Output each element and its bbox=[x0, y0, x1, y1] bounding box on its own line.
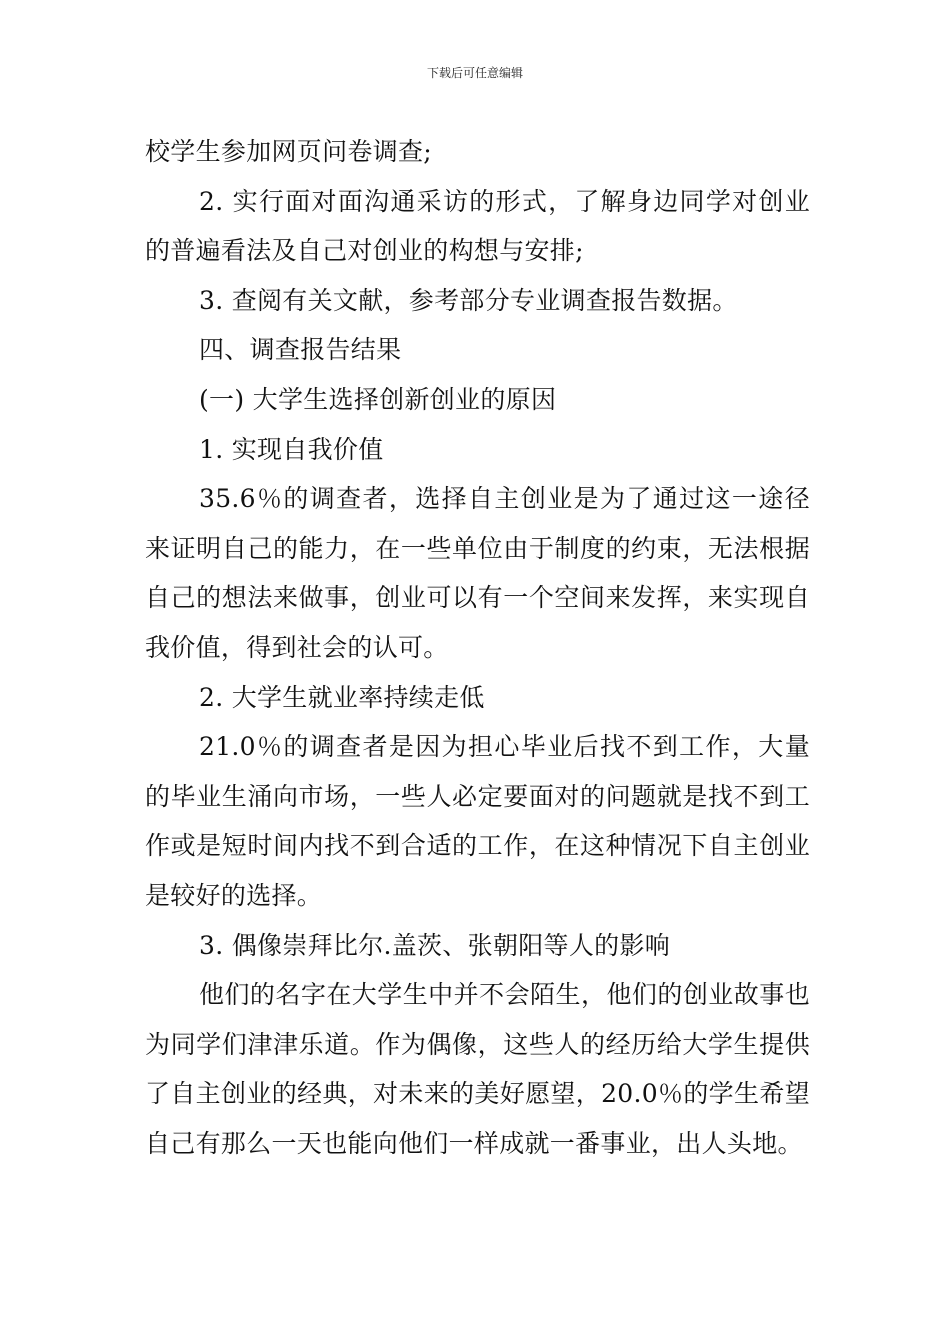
item-heading-3: 3. 偶像崇拜比尔.盖茨、张朝阳等人的影响 bbox=[199, 930, 671, 960]
paragraph-item-3: 他们的名字在大学生中并不会陌生，他们的创业故事也为同学们津津乐道。作为偶像，这些人的经历给大学生提供了自主创业的经典，对未来的美好愿望，20.0％的学生希望自己有那么一天也能向他们一样成就一番事业，出人头地。 bbox=[145, 980, 810, 1158]
item-heading-1: 1. 实现自我价值 bbox=[199, 434, 384, 464]
document-body bbox=[145, 127, 810, 1168]
paragraph-method-3: 3. 查阅有关文献，参考部分专业调查报告数据。 bbox=[199, 285, 738, 315]
paragraph-item-2: 21.0％的调查者是因为担心毕业后找不到工作，大量的毕业生涌向市场，一些人必定要面对的问题就是找不到工作或是短时间内找不到合适的工作，在这种情况下自主创业是较好的选择。 bbox=[145, 732, 810, 910]
page-header: 下载后可任意编辑 bbox=[426, 66, 523, 80]
section-heading-results: 四、调查报告结果 bbox=[199, 335, 402, 365]
paragraph-continuation: 校学生参加网页问卷调查; bbox=[145, 137, 433, 166]
subsection-heading-reasons: (一) 大学生选择创新创业的原因 bbox=[199, 384, 557, 414]
item-heading-2: 2. 大学生就业率持续走低 bbox=[199, 682, 485, 712]
paragraph-method-2: 2. 实行面对面沟通采访的形式，了解身边同学对创业的普遍看法及自己对创业的构想与安排; bbox=[145, 186, 810, 266]
paragraph-item-1: 35.6％的调查者，选择自主创业是为了通过这一途径来证明自己的能力，在一些单位由于制度的约束，无法根据自己的想法来做事，创业可以有一个空间来发挥，来实现自我价值，得到社会的认可。 bbox=[145, 484, 810, 662]
